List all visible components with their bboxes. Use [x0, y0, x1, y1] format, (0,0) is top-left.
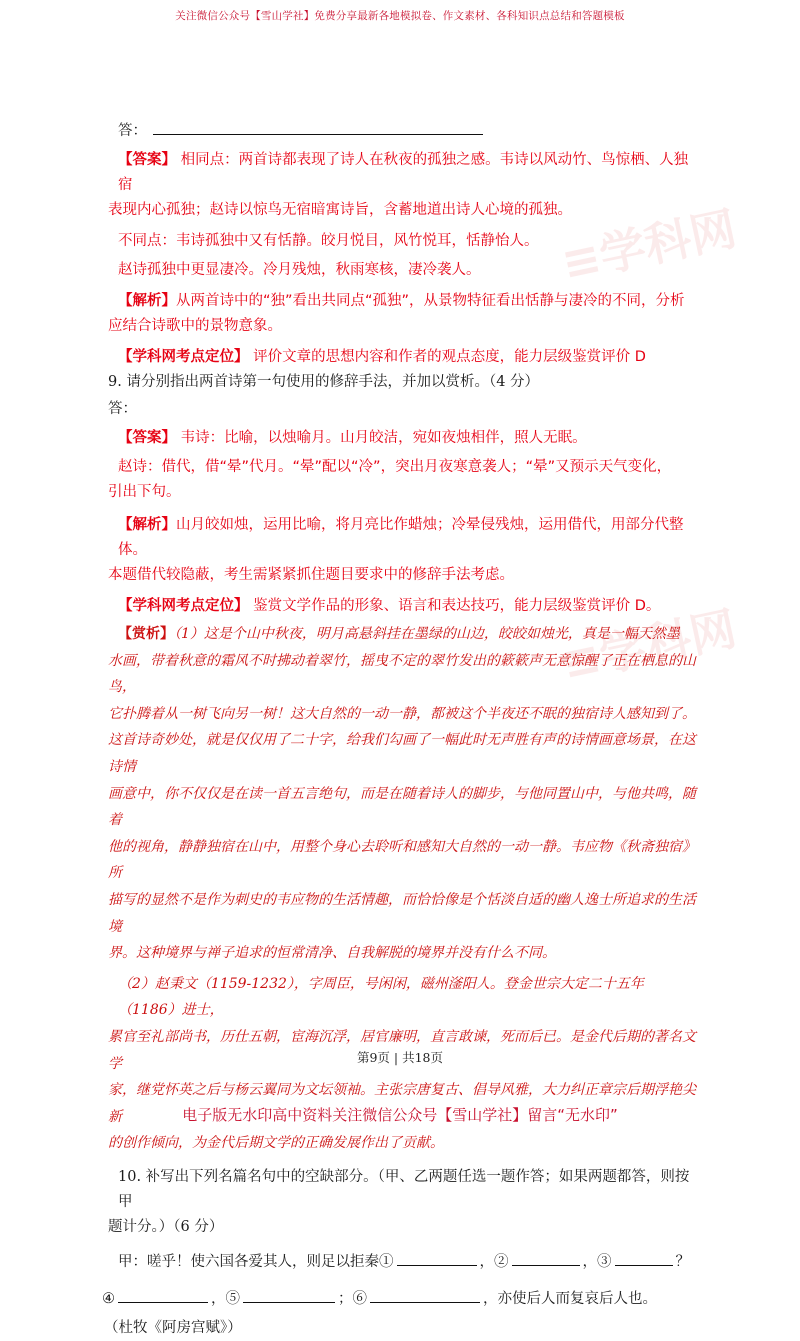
appreciation-tag: 【赏析】	[118, 626, 174, 642]
appreciation-line: 界。这种境界与禅子追求的恒常清净、自我解脱的境界并没有什么不同。	[108, 945, 556, 962]
answer-text-2: 赵诗：借代，借“晕”代月。“晕”配以“冷”，突出月夜寒意袭人；“晕”又预示天气变化，	[118, 459, 672, 475]
appreciation-line: 水画，带着秋意的霜风不时拂动着翠竹，摇曳不定的翠竹发出的簌簌声无意惊醒了正在栖息的山鸟，	[108, 652, 696, 696]
q8-answer-block	[108, 148, 696, 370]
appreciation-line: 的创作倾向，为金代后期文学的正确发展作出了贡献。	[108, 1135, 444, 1152]
appreciation-line: 他的视角，静静独宿在山中，用整个身心去聆听和感知大自然的一动一静。韦应物《秋斋独宿》所	[108, 838, 696, 882]
analysis-text: 山月皎如烛，运用比喻，将月亮比作蜡烛；冷晕侵残烛，运用借代，用部分代整体。	[118, 517, 684, 558]
header-banner: 关注微信公众号【雪山学社】免费分享最新各地模拟卷、作文素材、各科知识点总结和答题模板	[175, 10, 625, 22]
point-tag: 【学科网考点定位】	[118, 598, 249, 614]
bottom-banner: 电子版无水印高中资料关注微信公众号【雪山学社】留言“无水印”	[182, 1106, 618, 1124]
analysis-text: 从两首诗中的“独”看出共同点“孤独”，从景物特征看出恬静与凄冷的不同，分析	[176, 293, 685, 309]
appreciation-block	[108, 621, 696, 1157]
point-tag: 【学科网考点定位】	[118, 349, 249, 365]
diff-2: 赵诗孤独中更显凄冷。冷月残烛，秋雨寒核，凄冷袭人。	[118, 262, 481, 278]
blank-2[interactable]	[512, 1251, 580, 1266]
appreciation-line: 【赏析】（1）这是个山中秋夜，明月高悬斜挂在墨绿的山边，皎皎如烛光，真是一幅天然墨	[118, 626, 680, 642]
blank-3[interactable]	[615, 1251, 673, 1266]
blank-6[interactable]	[370, 1288, 480, 1303]
q9-answer-label: 答：	[108, 401, 137, 417]
answer-text-3: 引出下句。	[108, 484, 181, 500]
page-number: 第9页 | 共18页	[356, 1050, 444, 1065]
answer-text: 韦诗：比喻，以烛喻月。山月皎洁，宛如夜烛相伴，照人无眠。	[180, 430, 587, 446]
point-text: 鉴赏文学作品的形象、语言和表达技巧，能力层级鉴赏评价 D。	[253, 598, 661, 614]
answer-label: 答：	[118, 123, 147, 139]
appreciation-line: （2）赵秉文（1159-1232），字周臣，号闲闲，磁州滏阳人。登金世宗大定二十五年（1186）进士，	[118, 975, 644, 1019]
answer-tag: 【答案】	[118, 430, 176, 446]
appreciation-line: 画意中，你不仅仅是在读一首五言绝句，而是在随着诗人的脚步，与他同置山中，与他共鸣，随着	[108, 785, 696, 829]
document-body	[102, 118, 696, 1341]
appreciation-line: 这首诗奇妙处，就是仅仅用了二十字，给我们勾画了一幅此时无声胜有声的诗情画意场景，在这诗情	[108, 732, 696, 775]
fill-line-1: 甲：嗟乎！使六国各爱其人，则足以拒秦① ，② ，③ ？	[118, 1250, 696, 1275]
diff-1: 不同点：韦诗孤独中又有恬静。皎月悦目，风竹悦耳，恬静怡人。	[118, 233, 539, 249]
q10-question: 10. 补写出下列名篇名句中的空缺部分。（甲、乙两题任选一题作答；如果两题都答，则按甲	[118, 1168, 690, 1210]
appreciation-line: 家，继党怀英之后与杨云翼同为文坛领袖。主张宗唐复古、倡导风雅，大力纠正章宗后期浮艳尖新	[108, 1082, 696, 1125]
answer-tag: 【答案】	[118, 152, 176, 168]
point-text: 评价文章的思想内容和作者的观点态度，能力层级鉴赏评价 D	[253, 349, 646, 365]
q10-question-2: 题计分。）（6 分）	[108, 1218, 224, 1235]
blank-5[interactable]	[243, 1288, 335, 1303]
analysis-text-2: 应结合诗歌中的景物意象。	[108, 318, 282, 334]
q9-question: 9. 请分别指出两首诗第一句使用的修辞手法，并加以赏析。（4 分）	[108, 374, 540, 390]
answer-text: 相同点：两首诗都表现了诗人在秋夜的孤独之感。韦诗以风动竹、鸟惊栖、人独宿	[118, 152, 689, 193]
answer-rule	[153, 118, 483, 135]
appreciation-line: 累官至礼部尚书，历仕五朝，宦海沉浮，居官廉明，直言敢谏，死而后已。是金代后期的著名文学	[108, 1028, 696, 1072]
q10-block	[102, 1165, 696, 1341]
q9-block	[108, 370, 696, 1157]
answer-line-1	[118, 118, 696, 144]
analysis-tag: 【解析】	[118, 293, 176, 309]
blank-4[interactable]	[118, 1288, 208, 1303]
q10-source: （杜牧《阿房宫赋》）	[104, 1319, 242, 1336]
appreciation-line: 它扑腾着从一树飞向另一树！这大自然的一动一静，都被这个半夜还不眠的独宿诗人感知到了。	[108, 705, 696, 722]
analysis-tag: 【解析】	[118, 517, 176, 533]
answer-text-2: 表现内心孤独；赵诗以惊鸟无宿暗寓诗旨，含蓄地道出诗人心境的孤独。	[108, 202, 572, 218]
appreciation-line: 描写的显然不是作为刺史的韦应物的生活情趣，而恰恰像是个恬淡自适的幽人逸士所追求的生活境	[108, 891, 696, 935]
fill-line-2: ④ ，⑤ ；⑥ ，亦使后人而复哀后人也。	[102, 1287, 696, 1312]
analysis-text-2: 本题借代较隐蔽，考生需紧紧抓住题目要求中的修辞手法考虑。	[108, 567, 514, 583]
blank-1[interactable]	[397, 1251, 477, 1266]
watermark: ≡学科网	[556, 601, 741, 691]
watermark: ≡学科网	[556, 201, 741, 291]
